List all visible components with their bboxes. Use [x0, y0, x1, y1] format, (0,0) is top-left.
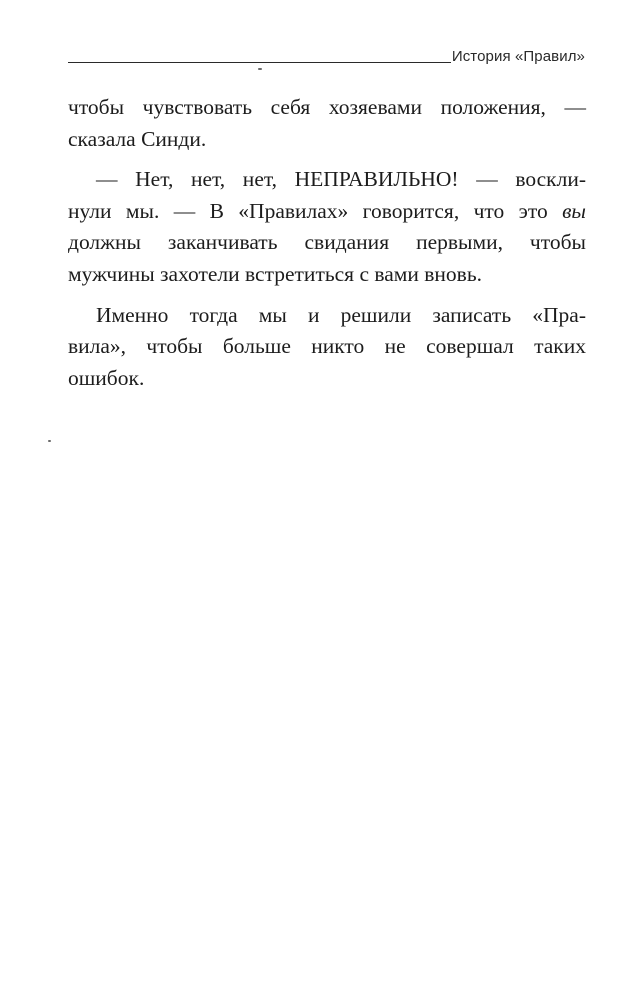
header-rule [68, 62, 451, 63]
text-line: мужчины захотели встретиться с вами вновь. [68, 261, 483, 286]
paragraph [68, 92, 586, 155]
body-text [68, 92, 586, 394]
page-header [0, 0, 643, 80]
text-segment: нули мы. — В «Правилах» говорится, что это [68, 198, 563, 223]
text-line: вила», чтобы больше никто не совершал таких [68, 334, 586, 359]
text-line: должны заканчивать свидания первыми, чтобы [68, 230, 586, 255]
scan-speck [258, 68, 262, 70]
text-line: сказала Синди. [68, 126, 207, 151]
scan-speck [48, 440, 51, 442]
text-line: Именно тогда мы и решили записать «Пра- [96, 302, 586, 327]
emphasized-word: вы [562, 198, 586, 223]
running-head: История «Правил» [451, 48, 585, 65]
text-line: ошибок. [68, 365, 145, 390]
text-line: — Нет, нет, нет, НЕПРАВИЛЬНО! — воскли- [96, 167, 586, 192]
paragraph [68, 300, 586, 395]
text-line [68, 196, 586, 228]
text-line: чтобы чувствовать себя хозяевами положения, — [68, 95, 586, 119]
paragraph [68, 164, 586, 290]
